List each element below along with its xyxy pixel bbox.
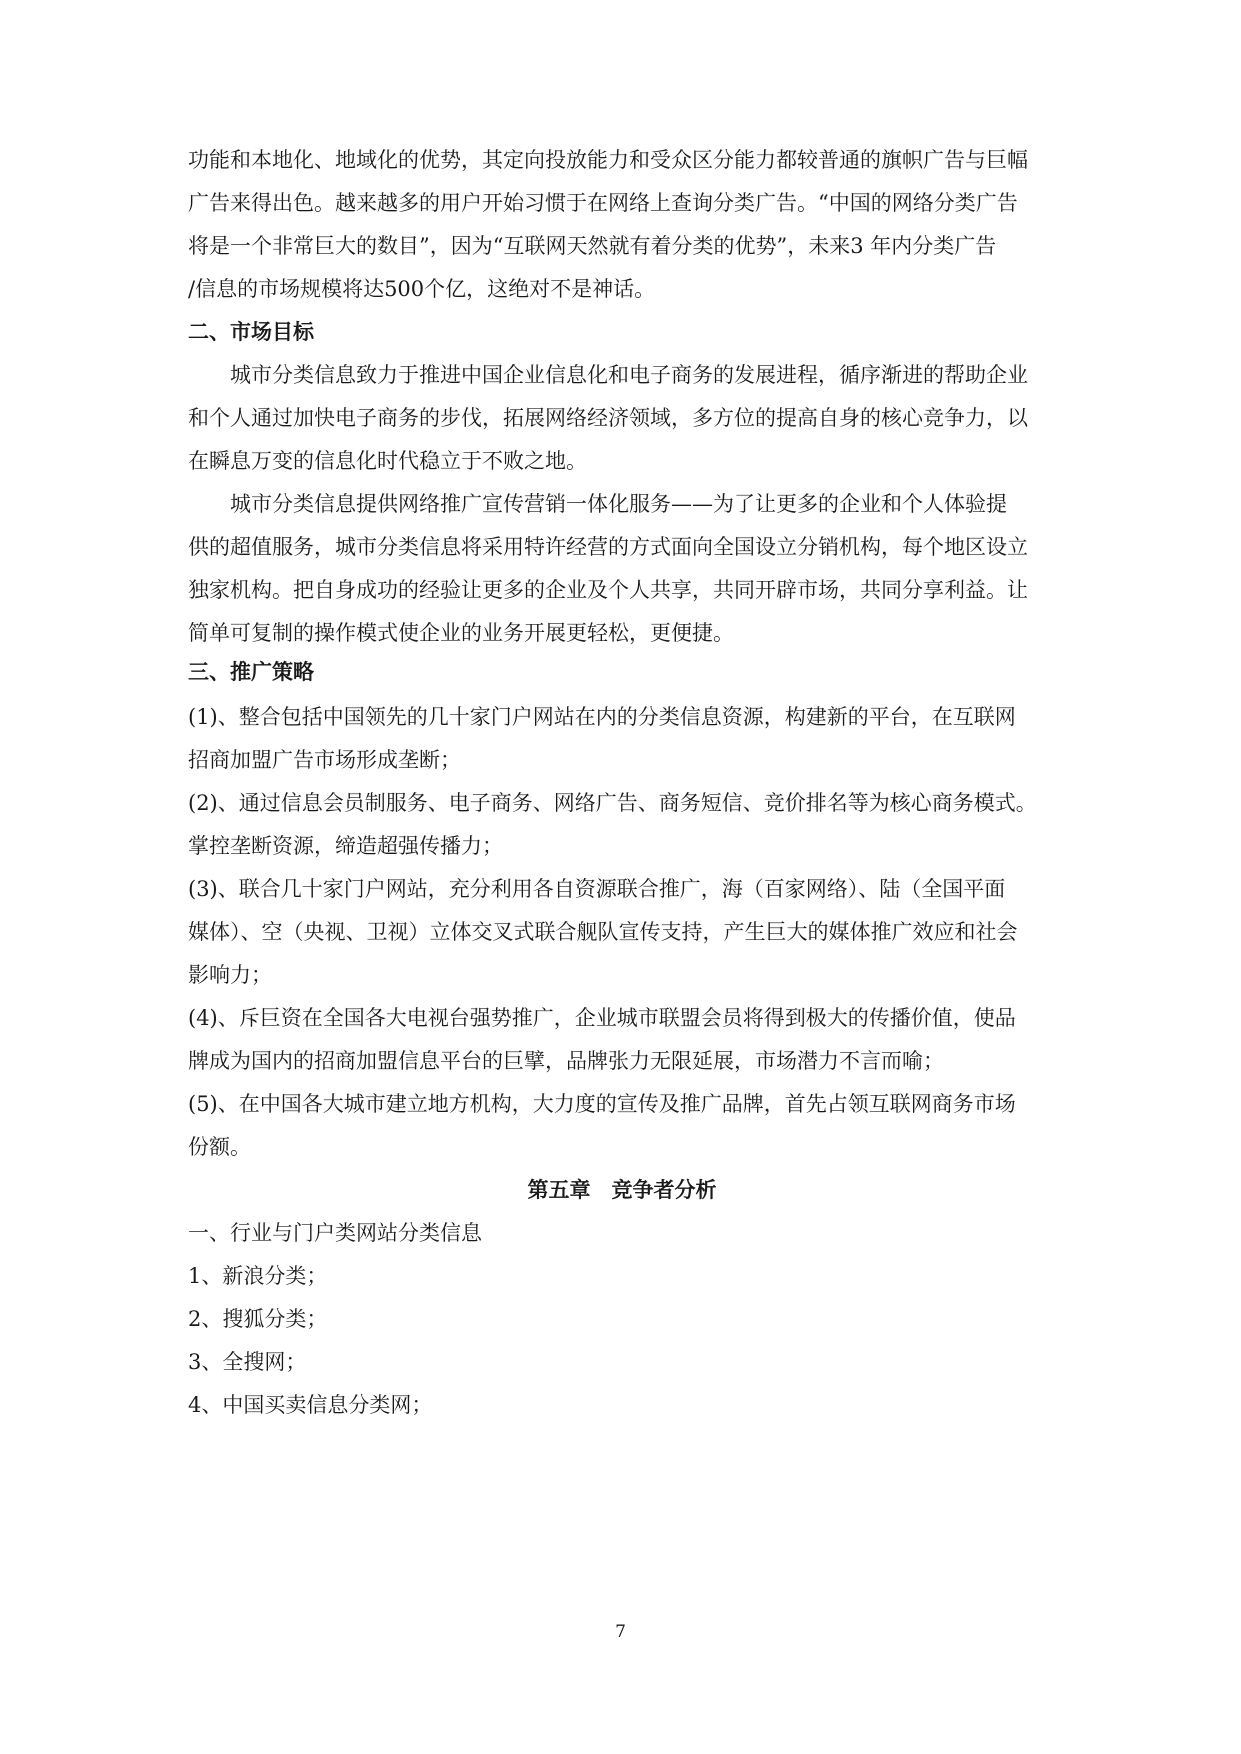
list-item-line: 影响力； xyxy=(188,963,272,987)
body-text-line: /信息的市场规模将达500个亿，这绝对不是神话。 xyxy=(188,277,656,301)
body-text-line: 城市分类信息提供网络推广宣传营销一体化服务——为了让更多的企业和个人体验提 xyxy=(230,492,1007,516)
list-item-line: 招商加盟广告市场形成垄断； xyxy=(188,748,461,772)
list-item-line: (1)、整合包括中国领先的几十家门户网站在内的分类信息资源，构建新的平台，在互联网 xyxy=(188,705,1016,729)
list-item-line: 1、新浪分类； xyxy=(188,1264,328,1288)
list-item-line: (3)、联合几十家门户网站，充分利用各自资源联合推广，海（百家网络）、陆（全国平面 xyxy=(188,877,1006,901)
body-text-line: 将是一个非常巨大的数目”，因为“互联网天然就有着分类的优势”，未来3 年内分类广告 xyxy=(188,234,997,258)
list-item-line: 4、中国买卖信息分类网； xyxy=(188,1393,433,1417)
chapter-heading: 第五章 竞争者分析 xyxy=(527,1177,717,1202)
body-text-line: 供的超值服务，城市分类信息将采用特许经营的方式面向全国设立分销机构，每个地区设立 xyxy=(188,535,1028,559)
list-item-line: 牌成为国内的招商加盟信息平台的巨擘，品牌张力无限延展，市场潜力不言而喻； xyxy=(188,1049,944,1073)
subsection-heading: 一、行业与门户类网站分类信息 xyxy=(188,1221,482,1245)
page-number: 7 xyxy=(615,1622,626,1642)
body-text-line: 简单可复制的操作模式使企业的业务开展更轻松，更便捷。 xyxy=(188,621,734,645)
body-text-line: 独家机构。把自身成功的经验让更多的企业及个人共享，共同开辟市场，共同分享利益。让 xyxy=(188,578,1028,602)
body-text-line: 城市分类信息致力于推进中国企业信息化和电子商务的发展进程，循序渐进的帮助企业 xyxy=(230,363,1028,387)
body-text-line: 功能和本地化、地域化的优势，其定向投放能力和受众区分能力都较普通的旗帜广告与巨幅 xyxy=(188,148,1028,172)
list-item-line: 2、搜狐分类； xyxy=(188,1307,328,1331)
list-item-line: (5)、在中国各大城市建立地方机构，大力度的宣传及推广品牌，首先占领互联网商务市场 xyxy=(188,1092,1016,1116)
list-item-line: 掌控垄断资源，缔造超强传播力； xyxy=(188,834,503,858)
list-item-line: 份额。 xyxy=(188,1135,251,1159)
section-heading: 二、市场目标 xyxy=(188,319,314,344)
body-text-line: 在瞬息万变的信息化时代稳立于不败之地。 xyxy=(188,449,587,473)
list-item-line: (2)、通过信息会员制服务、电子商务、网络广告、商务短信、竞价排名等为核心商务模式。 xyxy=(188,791,1037,815)
list-item-line: 媒体）、空（央视、卫视）立体交叉式联合舰队宣传支持，产生巨大的媒体推广效应和社会 xyxy=(188,920,1018,944)
body-text-line: 和个人通过加快电子商务的步伐，拓展网络经济领域，多方位的提高自身的核心竞争力，以 xyxy=(188,406,1028,430)
body-text-line: 广告来得出色。越来越多的用户开始习惯于在网络上查询分类广告。“中国的网络分类广告 xyxy=(188,191,1018,215)
list-item-line: (4)、斥巨资在全国各大电视台强势推广，企业城市联盟会员将得到极大的传播价值，使品 xyxy=(188,1006,1016,1030)
list-item-line: 3、全搜网； xyxy=(188,1350,307,1374)
section-heading: 三、推广策略 xyxy=(188,659,314,684)
